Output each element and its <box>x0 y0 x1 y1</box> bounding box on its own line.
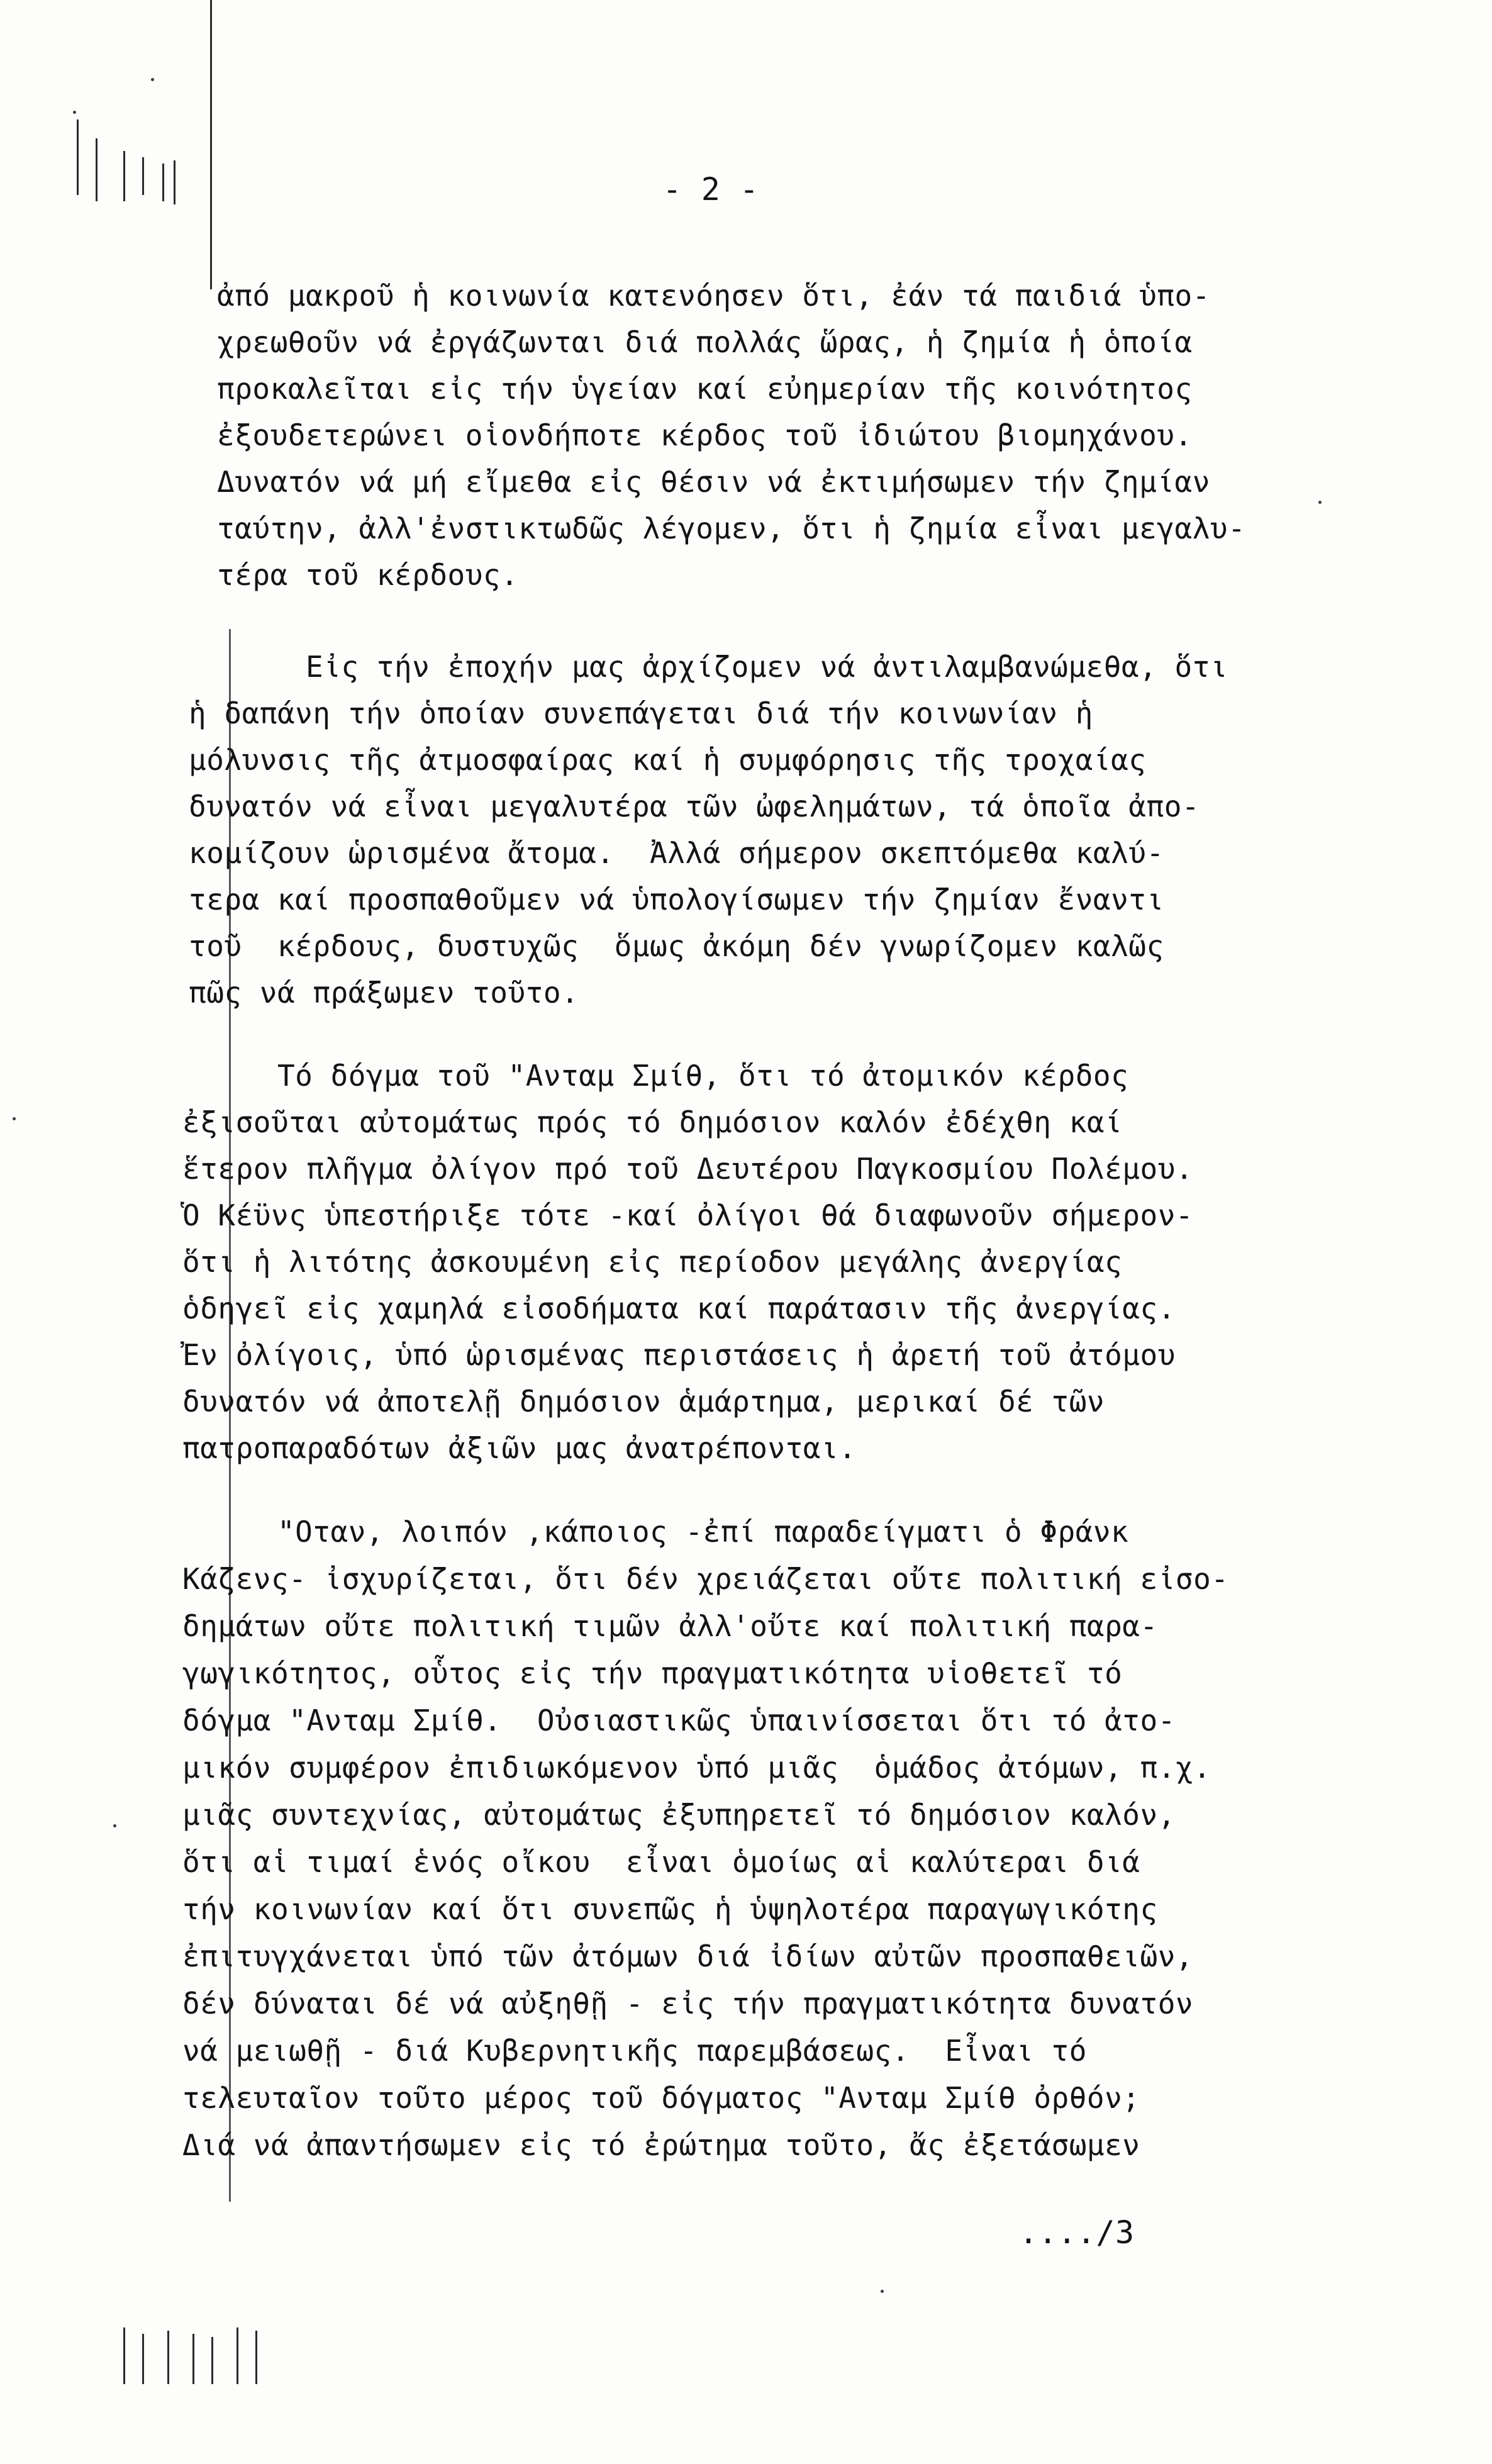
binding-mark <box>96 138 97 201</box>
text-line: χρεωθοῦν νά ἐργάζωνται διά πολλάς ὥρας, ἡ ζημία ἡ ὁποία <box>217 325 1193 359</box>
text-line: Δυνατόν νά μή εἴμεθα εἰς θέσιν νά ἐκτιμήσωμεν τήν ζημίαν <box>217 465 1210 499</box>
paper-edge-line <box>210 0 212 289</box>
continuation-marker: ..../3 <box>1019 2214 1135 2251</box>
text-line: Τό δόγμα τοῦ "Ανταμ Σμίθ, ὅτι τό ἀτομικόν κέρδος <box>189 1059 1129 1093</box>
binding-mark <box>123 2327 125 2384</box>
binding-mark <box>255 2331 257 2384</box>
page-number: - 2 - <box>662 171 759 208</box>
binding-mark <box>167 2331 169 2384</box>
binding-mark <box>142 2334 144 2384</box>
text-line: δόγμα "Ανταμ Σμίθ. Οὐσιαστικῶς ὑπαινίσσεται ὅτι τό ἀτο- <box>182 1703 1176 1737</box>
text-line: ἐπιτυγχάνεται ὑπό τῶν ἀτόμων διά ἰδίων αὐτῶν προσπαθειῶν, <box>182 1939 1194 1973</box>
scan-speck <box>73 111 76 114</box>
scan-speck <box>151 78 154 81</box>
text-line: Κάζενς- ἰσχυρίζεται, ὅτι δέν χρειάζεται οὔτε πολιτική εἰσο- <box>182 1562 1229 1596</box>
text-line: ἡ δαπάνη τήν ὁποίαν συνεπάγεται διά τήν κοινωνίαν ἡ <box>189 696 1093 730</box>
text-line: μιᾶς συντεχνίας, αὐτομάτως ἐξυπηρετεῖ τό δημόσιον καλόν, <box>182 1798 1176 1832</box>
text-line: κομίζουν ὡρισμένα ἄτομα. Ἀλλά σήμερον σκεπτόμεθα καλύ- <box>189 836 1164 870</box>
text-line: προκαλεῖται εἰς τήν ὑγείαν καί εὐημερίαν τῆς κοινότητος <box>217 372 1193 406</box>
scan-speck <box>113 1824 116 1827</box>
binding-mark <box>77 120 79 195</box>
text-line: ὅτι ἡ λιτότης ἀσκουμένη εἰς περίοδον μεγάλης ἀνεργίας <box>182 1245 1123 1279</box>
text-line: πῶς νά πράξωμεν τοῦτο. <box>189 976 579 1010</box>
binding-mark <box>142 157 144 195</box>
text-line: μόλυνσις τῆς ἀτμοσφαίρας καί ἡ συμφόρησις τῆς τροχαίας <box>189 743 1147 777</box>
binding-mark <box>162 164 164 201</box>
text-line: δυνατόν νά εἶναι μεγαλυτέρα τῶν ὠφελημάτων, τά ὁποῖα ἀπο- <box>189 789 1200 823</box>
text-line: νά μειωθῇ - διά Κυβερνητικῆς παρεμβάσεως. Εἶναι τό <box>182 2034 1087 2068</box>
text-line: ὁδηγεῖ εἰς χαμηλά εἰσοδήματα καί παράτασιν τῆς ἀνεργίας. <box>182 1291 1176 1325</box>
text-line: τοῦ κέρδους, δυστυχῶς ὅμως ἀκόμη δέν γνωρίζομεν καλῶς <box>189 929 1164 963</box>
text-line: δέν δύναται δέ νά αὐξηθῇ - εἰς τήν πραγματικότητα δυνατόν <box>182 1987 1194 2021</box>
text-line: ὅτι αἱ τιμαί ἑνός οἴκου εἶναι ὁμοίως αἱ καλύτεραι διά <box>182 1845 1140 1879</box>
text-line: μικόν συμφέρον ἐπιδιωκόμενον ὑπό μιᾶς ὁμάδος ἀτόμων, π.χ. <box>182 1751 1211 1785</box>
binding-mark <box>192 2334 194 2384</box>
scan-speck <box>13 1117 16 1120</box>
text-line: Ὁ Κέϋνς ὑπεστήριξε τότε -καί ὀλίγοι θά διαφωνοῦν σήμερον- <box>182 1198 1194 1232</box>
text-line: ταύτην, ἀλλ'ἐνστικτωδῶς λέγομεν, ὅτι ἡ ζημία εἶναι μεγαλυ- <box>217 511 1246 545</box>
text-line: τέρα τοῦ κέρδους. <box>217 558 519 592</box>
binding-mark <box>237 2327 238 2384</box>
text-line: "Οταν, λοιπόν ,κάποιος -ἐπί παραδείγματι ὁ Φράνκ <box>189 1515 1129 1549</box>
text-line: Ἐν ὀλίγοις, ὑπό ὡρισμένας περιστάσεις ἡ ἀρετή τοῦ ἀτόμου <box>182 1338 1176 1372</box>
text-line: τήν κοινωνίαν καί ὅτι συνεπῶς ἡ ὑψηλοτέρα παραγωγικότης <box>182 1892 1158 1926</box>
scan-speck <box>881 2290 884 2293</box>
text-line: ἐξισοῦται αὐτομάτως πρός τό δημόσιον καλόν ἐδέχθη καί <box>182 1105 1123 1139</box>
text-line: ἀπό μακροῦ ἡ κοινωνία κατενόησεν ὅτι, ἐάν τά παιδιά ὑπο- <box>217 279 1210 313</box>
binding-mark <box>123 151 125 201</box>
text-line: ἐξουδετερώνει οἱονδήποτε κέρδος τοῦ ἰδιώτου βιομηχάνου. <box>217 418 1193 452</box>
binding-mark <box>174 160 175 204</box>
text-line: πατροπαραδότων ἀξιῶν μας ἀνατρέπονται. <box>182 1431 857 1465</box>
scan-speck <box>1318 501 1322 504</box>
text-line: ἕτερον πλῆγμα ὀλίγον πρό τοῦ Δευτέρου Παγκοσμίου Πολέμου. <box>182 1152 1194 1186</box>
text-line: τελευταῖον τοῦτο μέρος τοῦ δόγματος "Ανταμ Σμίθ ὀρθόν; <box>182 2081 1140 2115</box>
text-line: γωγικότητος, οὗτος εἰς τήν πραγματικότητα υἱοθετεῖ τό <box>182 1656 1123 1690</box>
text-line: δυνατόν νά ἀποτελῇ δημόσιον ἁμάρτημα, μερικαί δέ τῶν <box>182 1385 1105 1419</box>
text-line: δημάτων οὔτε πολιτική τιμῶν ἀλλ'οὔτε καί πολιτική παρα- <box>182 1609 1158 1643</box>
binding-mark <box>211 2337 213 2384</box>
text-line: Εἰς τήν ἐποχήν μας ἀρχίζομεν νά ἀντιλαμβανώμεθα, ὅτι <box>217 650 1228 684</box>
text-line: Διά νά ἀπαντήσωμεν εἰς τό ἐρώτημα τοῦτο, ἄς ἐξετάσωμεν <box>182 2128 1140 2162</box>
text-line: τερα καί προσπαθοῦμεν νά ὑπολογίσωμεν τήν ζημίαν ἔναντι <box>189 883 1164 917</box>
